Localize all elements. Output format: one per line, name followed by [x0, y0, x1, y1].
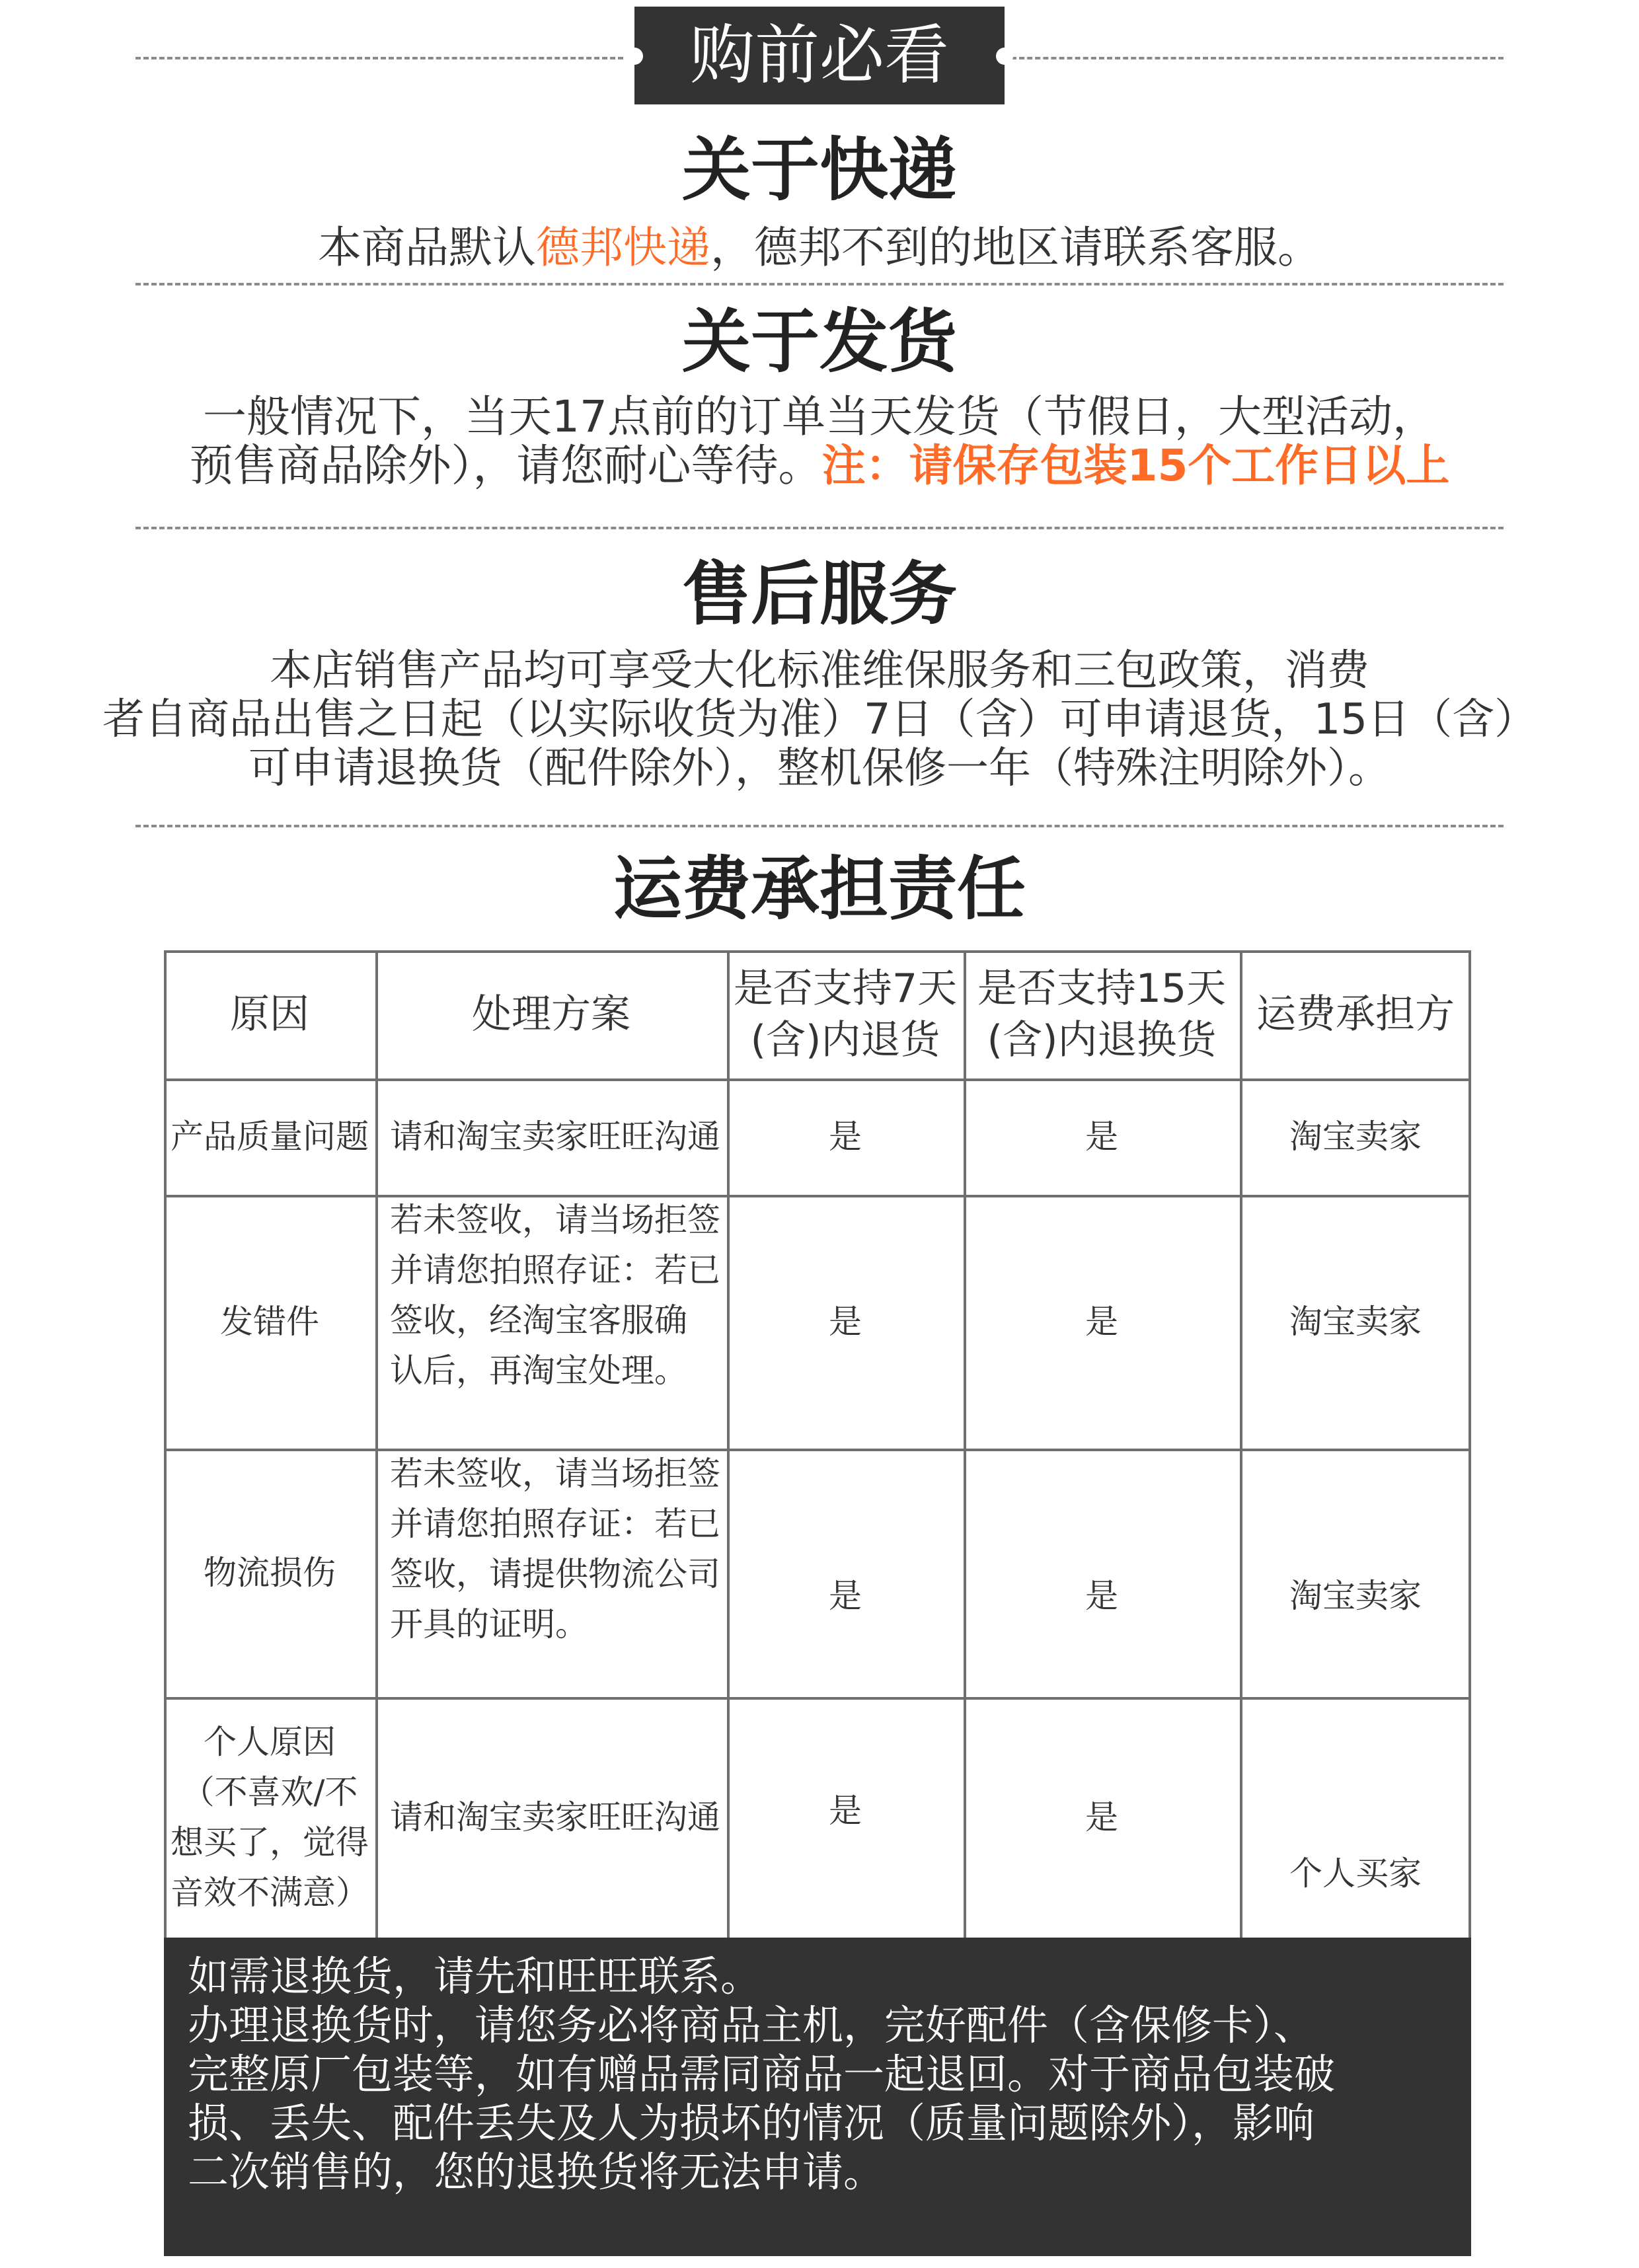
table-row-solution: 若未签收，请当场拒签 并请您拍照存证：若已 签收，请提供物流公司 开具的证明。 — [390, 1455, 720, 1644]
divider — [135, 527, 1504, 529]
table-row-payer: 淘宝卖家 — [1289, 1577, 1422, 1615]
table-row-return7: 是 — [829, 1792, 862, 1830]
section-badge — [634, 7, 1005, 104]
table-row-payer: 淘宝卖家 — [1289, 1303, 1422, 1341]
table-row-exchange15: 是 — [1085, 1798, 1118, 1836]
notice-line: 损、丢失、配件丢失及人为损坏的情况（质量问题除外），影响 — [188, 2099, 1315, 2147]
table-row-reason: 产品质量问题 — [171, 1117, 369, 1156]
header-exchange15: 是否支持15天 (含)内退换货 — [977, 965, 1227, 1063]
shipping-highlight: 注：请保存包装15个工作日以上 — [821, 440, 1450, 491]
table-row-payer: 个人买家 — [1289, 1854, 1422, 1893]
after-sales-line-2: 者自商品出售之日起（以实际收货为准）7日（含）可申请退货，15日（含） — [102, 695, 1537, 744]
badge-notch-right — [996, 48, 1013, 65]
express-text: 本商品默认德邦快递，德邦不到的地区请联系客服。 — [318, 222, 1321, 273]
table-row-exchange15: 是 — [1085, 1303, 1118, 1341]
divider — [135, 825, 1504, 827]
shipping-line-1: 一般情况下，当天17点前的订单当天发货（节假日，大型活动， — [203, 391, 1436, 442]
table-row-reason: 发错件 — [220, 1303, 319, 1341]
table-row-reason: 个人原因 （不喜欢/不 想买了，觉得 音效不满意） — [171, 1723, 369, 1912]
divider — [135, 57, 623, 59]
table-row-payer: 淘宝卖家 — [1289, 1117, 1422, 1156]
header-solution: 处理方案 — [472, 991, 630, 1038]
table-row-return7: 是 — [829, 1117, 862, 1156]
express-highlight: 德邦快递 — [536, 222, 710, 273]
table-row-exchange15: 是 — [1085, 1577, 1118, 1615]
freight-table — [164, 950, 1471, 1938]
badge-notch-left — [626, 48, 643, 65]
header-payer: 运费承担方 — [1256, 991, 1455, 1038]
table-row-return7: 是 — [829, 1577, 862, 1615]
header-reason: 原因 — [230, 991, 309, 1038]
table-row-solution: 请和淘宝卖家旺旺沟通 — [390, 1117, 720, 1156]
table-row-exchange15: 是 — [1085, 1117, 1118, 1156]
express-title: 关于快递 — [681, 130, 957, 210]
notice-line: 办理退换货时，请您务必将商品主机，完好配件（含保修卡）、 — [188, 2001, 1315, 2049]
divider — [135, 283, 1504, 285]
notice-line: 如需退换货，请先和旺旺联系。 — [188, 1952, 762, 2000]
table-row-solution: 若未签收，请当场拒签 并请您拍照存证：若已 签收，经淘宝客服确 认后，再淘宝处理。 — [390, 1201, 720, 1390]
header-return7: 是否支持7天 (含)内退货 — [733, 965, 958, 1063]
after-sales-title: 售后服务 — [681, 554, 957, 634]
notice-line: 完整原厂包装等，如有赠品需同商品一起退回。对于商品包装破 — [188, 2050, 1336, 2098]
divider — [1011, 57, 1504, 59]
shipping-line-2: 预售商品除外），请您耐心等待。注：请保存包装15个工作日以上 — [189, 440, 1450, 491]
table-row-solution: 请和淘宝卖家旺旺沟通 — [390, 1798, 720, 1836]
freight-title: 运费承担责任 — [613, 849, 1026, 929]
badge-text: 购前必看 — [689, 18, 949, 93]
table-row-reason: 物流损伤 — [204, 1554, 336, 1592]
after-sales-line-3: 可申请退换货（配件除外），整机保修一年（特殊注明除外）。 — [248, 744, 1391, 793]
table-row-return7: 是 — [829, 1303, 862, 1341]
return-notice — [164, 1938, 1471, 2256]
shipping-title: 关于发货 — [681, 301, 957, 382]
after-sales-line-1: 本店销售产品均可享受大化标准维保服务和三包政策，消费 — [270, 646, 1369, 695]
notice-line: 二次销售的，您的退换货将无法申请。 — [188, 2148, 885, 2196]
